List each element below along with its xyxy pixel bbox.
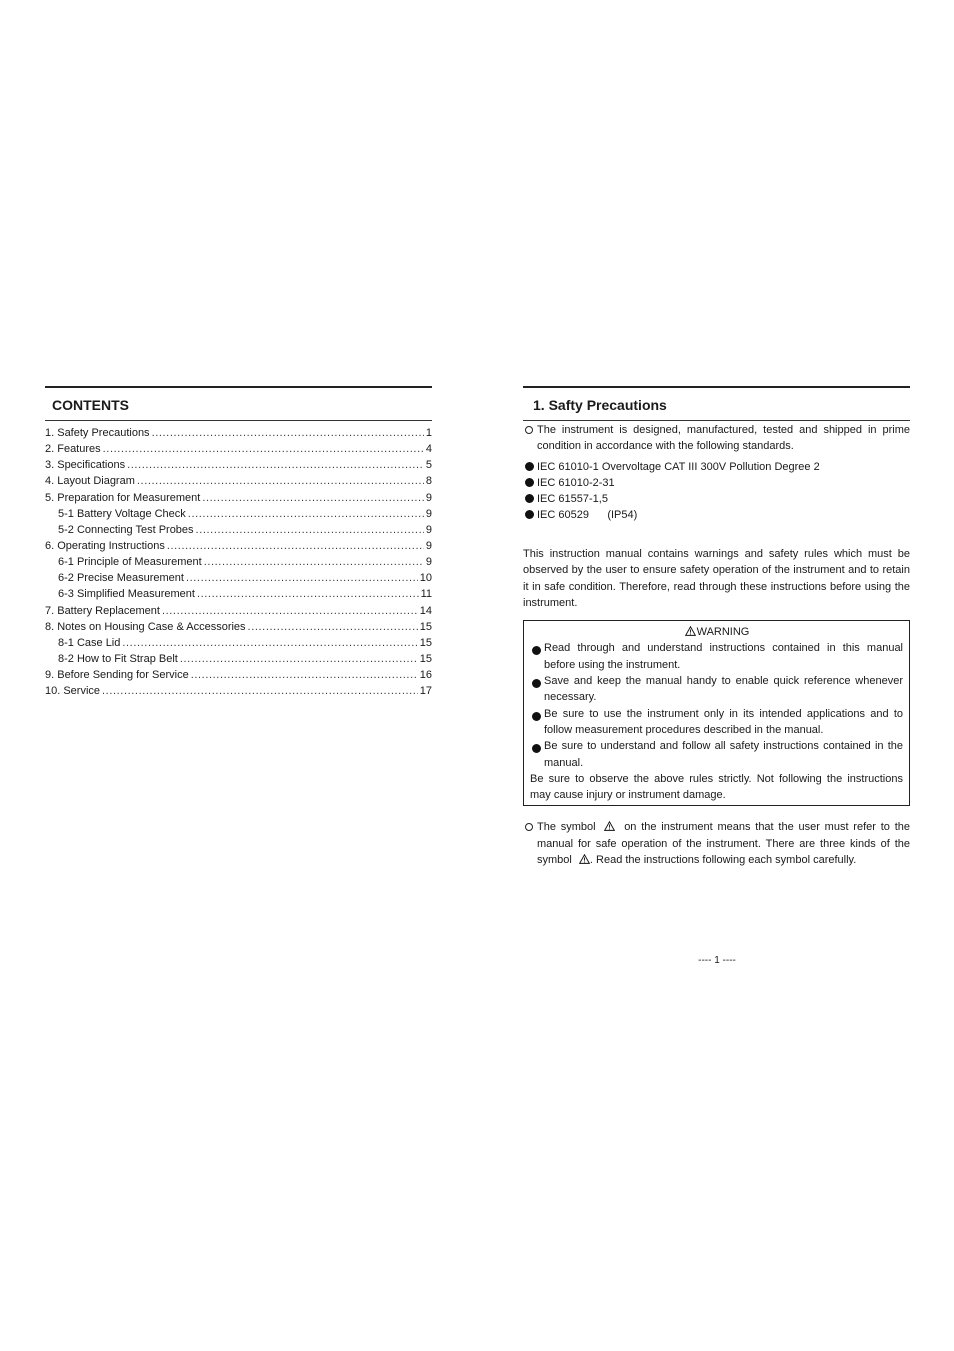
standard-name: IEC 60529 xyxy=(537,508,589,521)
toc-entry-title: 8-2 How to Fit Strap Belt xyxy=(58,652,178,665)
filled-bullet-icon xyxy=(525,510,534,519)
warning-item xyxy=(530,640,903,673)
open-circle-icon xyxy=(525,823,533,831)
toc-entry-page: 11 xyxy=(420,588,432,601)
toc-entry xyxy=(45,619,432,635)
standard-item xyxy=(523,475,910,491)
toc-entry-title: 5-2 Connecting Test Probes xyxy=(58,523,194,536)
standard-name: IEC 61010-2-31 xyxy=(537,476,615,489)
warning-item-text: Be sure to use the instrument only in its intended applications and to follow measurement procedures described in the manual. xyxy=(544,707,903,736)
warning-box xyxy=(523,620,910,806)
warning-title-text: WARNING xyxy=(696,626,750,639)
intro-text: The instrument is designed, manufactured, tested and shipped in prime condition in accordance with the following standards. xyxy=(537,424,910,453)
warning-item xyxy=(530,706,903,739)
standard-item xyxy=(523,459,910,475)
toc-entry-title: 4. Layout Diagram xyxy=(45,475,135,488)
warning-title xyxy=(530,624,903,640)
toc-entry-page: 15 xyxy=(419,620,432,633)
toc-entry-page: 4 xyxy=(425,443,432,456)
toc-entry-title: 7. Battery Replacement xyxy=(45,604,160,617)
standard-item xyxy=(523,507,910,523)
toc-entry xyxy=(45,490,432,506)
toc-entry xyxy=(45,538,432,554)
warning-item-text: Save and keep the manual handy to enable quick reference whenever necessary. xyxy=(544,675,903,704)
toc-entry-page: 17 xyxy=(419,685,432,698)
toc-entry-page: 15 xyxy=(419,652,432,665)
toc-leader-dots xyxy=(186,570,418,586)
contents-heading: CONTENTS xyxy=(52,397,129,413)
toc-leader-dots xyxy=(137,473,424,489)
standard-name: IEC 61010-1 xyxy=(537,460,599,473)
standard-detail: Overvoltage CAT III 300V Pollution Degree 2 xyxy=(601,460,820,473)
toc-leader-dots xyxy=(167,538,424,554)
toc-entry xyxy=(45,635,432,651)
warning-items xyxy=(530,640,903,770)
toc-leader-dots xyxy=(152,425,424,441)
toc-entry-page: 9 xyxy=(425,539,432,552)
toc-leader-dots xyxy=(162,603,418,619)
toc-leader-dots xyxy=(196,522,424,538)
filled-bullet-icon xyxy=(525,494,534,503)
toc-leader-dots xyxy=(204,554,424,570)
toc-entry-page: 9 xyxy=(425,556,432,569)
standards-list xyxy=(523,459,910,523)
toc-entry-title: 9. Before Sending for Service xyxy=(45,669,189,682)
toc-leader-dots xyxy=(191,667,418,683)
intro-paragraph xyxy=(523,422,910,455)
table-of-contents xyxy=(45,425,432,699)
toc-entry xyxy=(45,506,432,522)
contents-divider xyxy=(45,420,432,421)
toc-entry-title: 6-2 Precise Measurement xyxy=(58,572,184,585)
toc-entry-page: 14 xyxy=(419,604,432,617)
toc-entry-page: 5 xyxy=(425,459,432,472)
filled-bullet-icon xyxy=(532,679,541,688)
toc-entry-page: 9 xyxy=(425,491,432,504)
toc-entry-page: 9 xyxy=(425,507,432,520)
toc-entry-page: 8 xyxy=(425,475,432,488)
warning-item xyxy=(530,738,903,771)
toc-entry-title: 1. Safety Precautions xyxy=(45,427,150,439)
symbol-note-part1: The symbol xyxy=(537,821,596,834)
manual-note: This instruction manual contains warnings and safety rules which must be observed by the user to ensure safety operation of the instrument and to retain it in safe condition. Therefore, read through these instructions before using the instrument. xyxy=(523,547,910,610)
toc-entry-title: 8-1 Case Lid xyxy=(58,636,121,649)
toc-entry-page: 9 xyxy=(425,523,432,536)
toc-entry xyxy=(45,457,432,473)
toc-entry-title: 6-3 Simplified Measurement xyxy=(58,588,195,601)
warning-item xyxy=(530,673,903,706)
toc-leader-dots xyxy=(127,457,424,473)
warning-footer: Be sure to observe the above rules strictly. Not following the instructions may cause injury or instrument damage. xyxy=(530,772,903,802)
toc-entry-title: 3. Specifications xyxy=(45,459,126,472)
toc-entry xyxy=(45,603,432,619)
contents-section xyxy=(45,386,432,699)
warning-item-text: Be sure to understand and follow all safety instructions contained in the manual. xyxy=(544,740,903,769)
toc-entry xyxy=(45,651,432,667)
toc-entry xyxy=(45,667,432,683)
toc-leader-dots xyxy=(197,586,419,602)
toc-entry-page: 16 xyxy=(419,669,432,682)
toc-entry-page: 10 xyxy=(419,572,432,585)
toc-entry xyxy=(45,570,432,586)
toc-entry-title: 10. Service xyxy=(45,685,101,698)
toc-entry-title: 6. Operating Instructions xyxy=(45,539,165,552)
toc-leader-dots xyxy=(188,506,424,522)
toc-leader-dots xyxy=(122,635,417,651)
toc-leader-dots xyxy=(103,441,424,457)
safety-section xyxy=(523,386,910,869)
toc-leader-dots xyxy=(202,490,424,506)
standard-detail: (IP54) xyxy=(607,508,638,521)
toc-entry xyxy=(45,425,432,441)
toc-entry-page: 1 xyxy=(425,427,432,439)
toc-entry-title: 2. Features xyxy=(45,443,101,456)
toc-entry-title: 8. Notes on Housing Case & Accessories xyxy=(45,620,246,633)
toc-entry xyxy=(45,473,432,489)
standard-item xyxy=(523,491,910,507)
toc-entry-title: 5-1 Battery Voltage Check xyxy=(58,507,186,520)
toc-leader-dots xyxy=(180,651,418,667)
toc-entry xyxy=(45,683,432,699)
safety-divider xyxy=(523,420,910,421)
toc-entry xyxy=(45,586,432,602)
caution-triangle-icon xyxy=(579,854,590,864)
filled-bullet-icon xyxy=(525,462,534,471)
toc-leader-dots xyxy=(102,683,418,699)
filled-bullet-icon xyxy=(532,646,541,655)
symbol-note xyxy=(523,819,910,868)
open-circle-icon xyxy=(525,426,533,434)
warning-item-text: Read through and understand instructions contained in this manual before using the instrument. xyxy=(544,642,903,671)
filled-bullet-icon xyxy=(525,478,534,487)
toc-entry-page: 15 xyxy=(419,636,432,649)
symbol-note-part2: on the instrument means that the user must refer to the manual for safe operation of the instrument. There are three kinds of the symbol xyxy=(537,821,910,867)
safety-heading: 1. Safty Precautions xyxy=(533,397,667,413)
toc-entry xyxy=(45,522,432,538)
filled-bullet-icon xyxy=(532,744,541,753)
toc-entry xyxy=(45,554,432,570)
page-number: ---- 1 ---- xyxy=(698,955,736,966)
filled-bullet-icon xyxy=(532,712,541,721)
standard-name: IEC 61557-1,5 xyxy=(537,492,608,505)
toc-entry-title: 5. Preparation for Measurement xyxy=(45,491,201,504)
caution-triangle-icon xyxy=(604,821,615,831)
toc-leader-dots xyxy=(248,619,418,635)
toc-entry-title: 6-1 Principle of Measurement xyxy=(58,556,202,569)
warning-triangle-icon xyxy=(685,626,696,636)
symbol-note-part3: . Read the instructions following each symbol carefully. xyxy=(589,854,857,867)
toc-entry xyxy=(45,441,432,457)
